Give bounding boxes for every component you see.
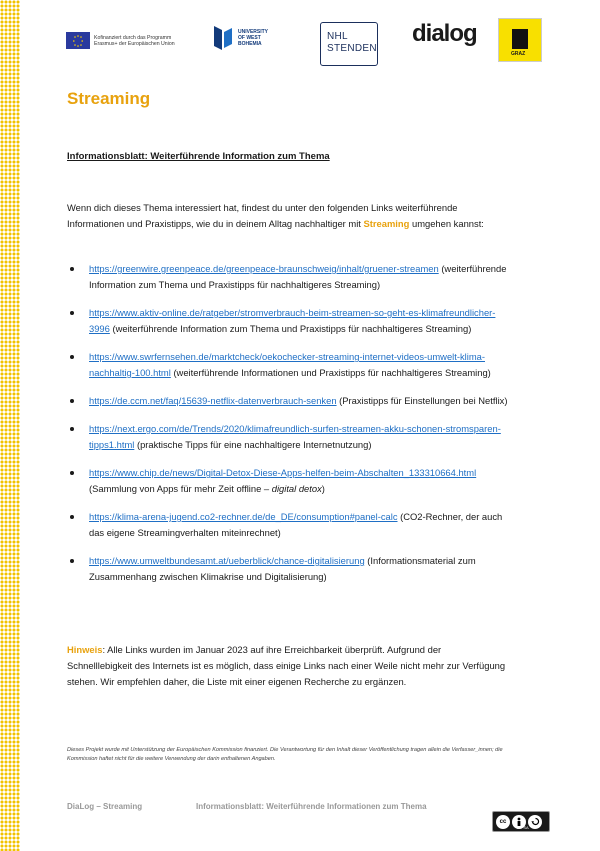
link-description: (weiterführende Information zum Thema und Praxistipps für nachhaltigeres Streaming) — [112, 323, 472, 334]
resource-link[interactable]: https://www.swrfernsehen.de/marktcheck/oekochecker-streaming-internet-videos-umwelt-klima-nachhaltig-100.html — [89, 351, 485, 378]
list-item — [67, 349, 515, 381]
west-bohemia-logo-text: UNIVERSITY OF WEST BOHEMIA — [238, 29, 268, 47]
cc-sa-icon — [528, 815, 542, 829]
resource-link[interactable]: https://www.umweltbundesamt.at/ueberblick/chance-digitalisierung — [89, 555, 365, 566]
link-description-text: (Sammlung von Apps für mehr Zeit offline – — [89, 483, 272, 494]
resource-link[interactable]: https://greenwire.greenpeace.de/greenpeace-braunschweig/inhalt/gruener-streamen — [89, 263, 439, 274]
uni-graz-logo — [498, 18, 542, 62]
eu-flag-icon — [66, 32, 90, 49]
intro-text-after: umgehen kannst: — [409, 218, 484, 229]
list-item — [67, 553, 515, 585]
link-description-end: ) — [321, 483, 325, 494]
link-description-emphasis: digital detox — [271, 483, 322, 494]
eu-logo — [66, 32, 184, 49]
nhl-stenden-logo — [320, 22, 378, 66]
eu-logo-text: Kofinanziert durch das Programm Erasmus+ der Europäischen Union — [94, 34, 175, 47]
cc-license-badge[interactable] — [492, 811, 550, 832]
resource-link[interactable]: https://www.chip.de/news/Digital-Detox-Diese-Apps-helfen-beim-Abschalten_133310664.html — [89, 467, 477, 478]
dialog-logo: dialog — [412, 20, 477, 47]
uni-graz-mark-icon — [512, 29, 528, 49]
hinweis-label: Hinweis — [67, 644, 103, 655]
cc-icon: cc — [496, 815, 510, 829]
intro-paragraph — [67, 200, 507, 232]
funding-disclaimer: Dieses Projekt wurde mit Unterstützung der Europäischen Kommission finanziert. Die Verantwortung für den Inhalt dieser Veröffentlichung tragen allein die Verfasser_innen; die Kommission haftet nicht für die weitere Verwendung der darin enthaltenen Angaben. — [67, 747, 503, 762]
list-item — [67, 509, 515, 541]
link-description: (praktische Tipps für eine nachhaltigere Internetnutzung) — [136, 439, 372, 450]
resource-link[interactable]: https://de.ccm.net/faq/15639-netflix-datenverbrauch-senken — [89, 395, 337, 406]
link-description: (Praxistipps für Einstellungen bei Netflix) — [339, 395, 508, 406]
footer-document-label: Informationsblatt: Weiterführende Informationen zum Thema — [196, 802, 427, 811]
west-bohemia-logo — [212, 24, 274, 52]
link-description — [89, 483, 325, 494]
link-description: (weiterführende Information zum Thema und Praxistipps für nachhaltigeres Streaming) — [89, 263, 507, 290]
list-item — [67, 393, 515, 409]
resource-link[interactable]: https://klima-arena-jugend.co2-rechner.de/de_DE/consumption#panel-calc — [89, 511, 398, 522]
page-title: Streaming — [67, 89, 151, 108]
logo-header — [62, 14, 548, 64]
uni-graz-logo-text: GRAZ — [511, 51, 526, 57]
list-item — [67, 261, 515, 293]
intro-text-before: Wenn dich dieses Thema interessiert hat, findest du unter den folgenden Links weiterführende Informationen und Praxistipps, wie du in deinem Alltag nachhaltiger mit — [67, 202, 458, 229]
west-bohemia-mark-icon — [212, 24, 234, 52]
link-description: (CO2-Rechner, der auch das eigene Streamingverhalten miteinrechnet) — [89, 511, 503, 538]
nhl-stenden-logo-text: NHL STENDEN — [327, 31, 377, 54]
list-item — [67, 465, 515, 497]
list-item — [67, 421, 515, 453]
list-item — [67, 305, 515, 337]
footer-project-label: DiaLog – Streaming — [67, 802, 143, 811]
resource-link[interactable]: https://www.aktiv-online.de/ratgeber/stromverbrauch-beim-streamen-so-geht-es-klimafreundlicher-3996 — [89, 307, 496, 334]
dotted-border — [0, 0, 20, 851]
cc-license-text: BY SA — [517, 825, 529, 830]
hinweis-text: : Alle Links wurden im Januar 2023 auf ihre Erreichbarkeit überprüft. Aufgrund der Schnelllebigkeit des Internets ist es möglich, dass einige Links nach einer Weile nicht mehr zur Verfügung stehen. Wir empfehlen daher, die Liste mit einer eigenen Recherche zu ergänzen. — [67, 644, 506, 687]
link-description: (weiterführende Informationen und Praxistipps für nachhaltigeres Streaming) — [173, 367, 491, 378]
resource-link-list — [67, 261, 515, 597]
link-description: (Informationsmaterial zum Zusammenhang zwischen Klimakrise und Digitalisierung) — [89, 555, 476, 582]
document-subtitle: Informationsblatt: Weiterführende Information zum Thema — [67, 151, 330, 162]
intro-highlight: Streaming — [363, 218, 410, 229]
resource-link[interactable]: https://next.ergo.com/de/Trends/2020/klimafreundlich-surfen-streamen-akku-schonen-stromsparen-tipps1.html — [89, 423, 501, 450]
hinweis-note — [67, 642, 507, 690]
